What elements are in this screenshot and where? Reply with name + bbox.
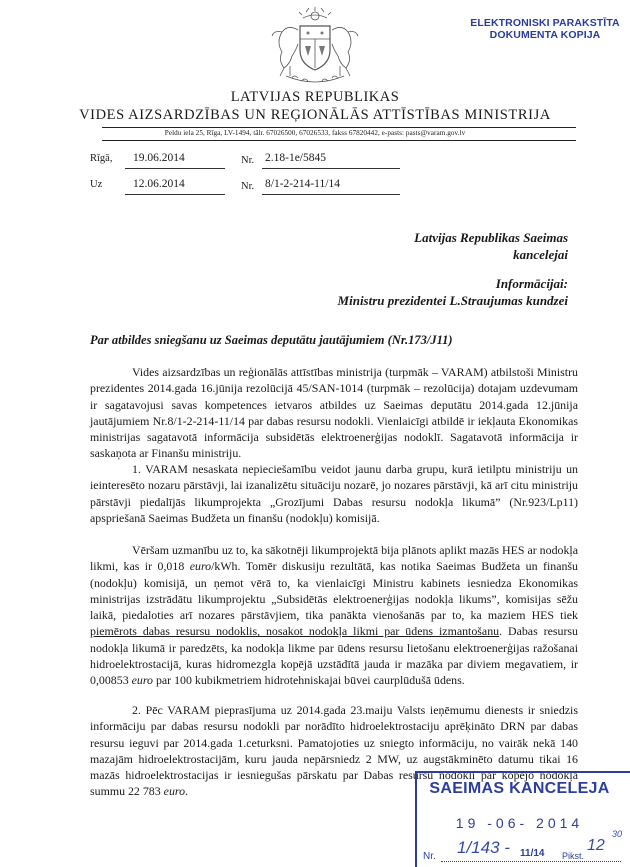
p4-part-a: Pēc VARAM pieprasījuma uz 2014.gada 23.maiju Valsts ieņēmumu dienests ir sniedzis informāciju par dabas resursu nodokli par norādīto hidroelektrostaciju aprēķināto DRN par dabas resursu ieguvi par 2014.gada 1.ceturksni. Pamatojoties uz sniegto informāciju, no vairāk nekā 140 mazajām hidroelektrostacijām, kuru jauda nepārsniedz 2 MW, uz augstākminēto datumu tikai 16 mazās hidroelektrostacijas ir iesniegušas pārskatu par Dabas resursu nodokli par kopējo nodokļa summu 22 783: [90, 703, 578, 799]
info-recipient: Ministru prezidentei L.Straujumas kundzei: [337, 293, 568, 308]
stamp-nr-label: Nr.: [423, 851, 436, 862]
point-1-number: 1.: [132, 462, 141, 476]
p3-part-b: /kWh. Tomēr diskusiju rezultātā, kas notika Saeimas Budžeta un finanšu (nodokļu) komisijā, un ņemot vērā to, ka vienlaicīgi Ministru kabinets iesniedza Ekonomikas ministrijas izstrādātu likumprojektu „Subsidētās elektroenerģijas nodokļa likums”, komisijas sēžu laikā, piedaloties arī nozares pārstāvjiem, tika panākta vienošanās par to, ka maziem HES tiek: [90, 559, 578, 623]
ministry-address: [0, 129, 630, 137]
p3-part-a: Vēršam uzmanību uz to, ka sākotnēji likumprojektā bija plānots aplikt mazās HES ar nodokļa likmi, kas ir 0,018: [90, 543, 578, 574]
stamp-title: SAEIMAS KANCELEJA: [429, 780, 610, 797]
nr-label: Nr.: [241, 155, 255, 166]
ref-nr-label: Nr.: [241, 181, 255, 192]
saeima-received-stamp: [415, 771, 630, 867]
header-rule-bottom: [102, 140, 576, 141]
address-text: Peldu iela 25, Rīga, LV-1494, tālr. 67026500, 67026533, fakss 67820442, e-pasts: pasts@varam.gov.lv: [164, 129, 466, 137]
uz-label: Uz: [90, 179, 103, 190]
ref-number-underline: [262, 194, 400, 195]
coat-of-arms-emblem: [268, 6, 362, 84]
addressee-line2: kancelejai: [513, 247, 568, 262]
addressee-line1: Latvijas Republikas Saeimas: [414, 230, 568, 245]
ministry-title: VIDES AIZSARDZĪBAS UN REĢIONĀLĀS ATTĪSTĪBAS MINISTRIJA: [79, 107, 551, 123]
info-block: [338, 275, 568, 309]
reference-number: 8/1-2-214-11/14: [265, 178, 340, 190]
document-date: 19.06.2014: [133, 152, 185, 164]
p4-end: .: [185, 784, 189, 799]
p3-part-d: par 100 kubikmetriem hidrotehniskajai būvei caurplūdušā ūdens.: [152, 673, 465, 688]
p4-euro: euro: [163, 784, 186, 799]
stamp-attachments-label: Pikst.: [562, 851, 585, 861]
place-label: Rīgā,: [90, 153, 113, 164]
date-underline: [125, 168, 225, 169]
p3-underlined: piemērots dabas resursu nodoklis, nosakot nodokļa likmi par ūdens izmantošanu: [90, 624, 500, 639]
paragraph-2-text: VARAM nesaskata nepieciešamību veidot jaunu darba grupu, kurā ietilptu ministriju un ieinteresēto nozaru pārstāvji, lai izanalizētu situāciju nozarē, jo nozares pārstāvji, kā arī citu ministriju pārstāvji piedalījās likumprojekta „Grozījumi Dabas resursu nodokļa likumā” (Nr.923/Lp11) apspriešanā Saeimas Budžeta un finanšu (nodokļu) komisijā.: [90, 462, 578, 525]
stamp-handwritten-small: 30: [612, 829, 623, 839]
stamp-date: 19 -06- 2014: [455, 815, 584, 831]
number-underline: [262, 168, 400, 169]
info-label: Informācijai:: [495, 276, 568, 291]
header-rule-top: [102, 127, 576, 128]
p3-euro-1: euro: [189, 559, 212, 574]
body-paragraph-3: [90, 542, 578, 689]
reference-date: 12.06.2014: [133, 178, 185, 190]
document-number: 2.18-1e/5845: [265, 152, 327, 164]
stamp-year-code: 11/14: [520, 848, 545, 859]
paragraph-1-text: Vides aizsardzības un reģionālās attīstības ministrija (turpmāk – VARAM) atbilstoši Ministru prezidentes 2014.gada 16.jūnija rezolūcijā 45/SAN-1014 (turpmāk – rezolūcija) dotajam uzdevumam ir sagatavojusi savas kompetences ietvaros atbildes uz Saeimas deputātu 2014.gada 12.jūnija jautājumiem Nr.8/1-2-214-11/14 par dabas resursu nodokli. Vienlaicīgi atbildē ir iekļauta Ekonomikas ministrijas sagatavotā informācija subsidētās elektroenerģijas nodoklī. Sagatavotā informācija ir saskaņota ar Finanšu ministriju.: [90, 365, 578, 461]
addressee-block: [414, 229, 568, 263]
p3-euro-2: euro: [131, 673, 153, 688]
letter-subject: Par atbildes sniegšanu uz Saeimas deputātu jautājumiem (Nr.173/J11): [90, 333, 453, 347]
body-paragraph-2: [90, 461, 578, 526]
stamp-handwritten-count: 12: [587, 837, 605, 854]
point-2-number: 2.: [132, 703, 141, 717]
stamp-dotted-line: [441, 861, 621, 862]
electronic-signature-stamp: [470, 17, 620, 41]
esign-line1: ELEKTRONISKI PARAKSTĪTA: [470, 17, 620, 29]
p3-part-c: . Dabas resursu nodokļa likumā ir paredzēts, ka nodokļa likme par ūdens resursu lietošanu elektroenerģijas ražošanai hidroelektrostacijā, kuras hidromezgla kopējā uzstādītā jauda ir mazāka par diviem megavatiem, ir 0,00853: [90, 624, 578, 688]
body-paragraph-1: [90, 364, 578, 462]
stamp-handwritten-number: 1/143 -: [457, 838, 510, 857]
ref-date-underline: [125, 194, 225, 195]
esign-line2: DOKUMENTA KOPIJA: [489, 29, 601, 41]
republic-title: LATVIJAS REPUBLIKAS: [230, 89, 400, 105]
